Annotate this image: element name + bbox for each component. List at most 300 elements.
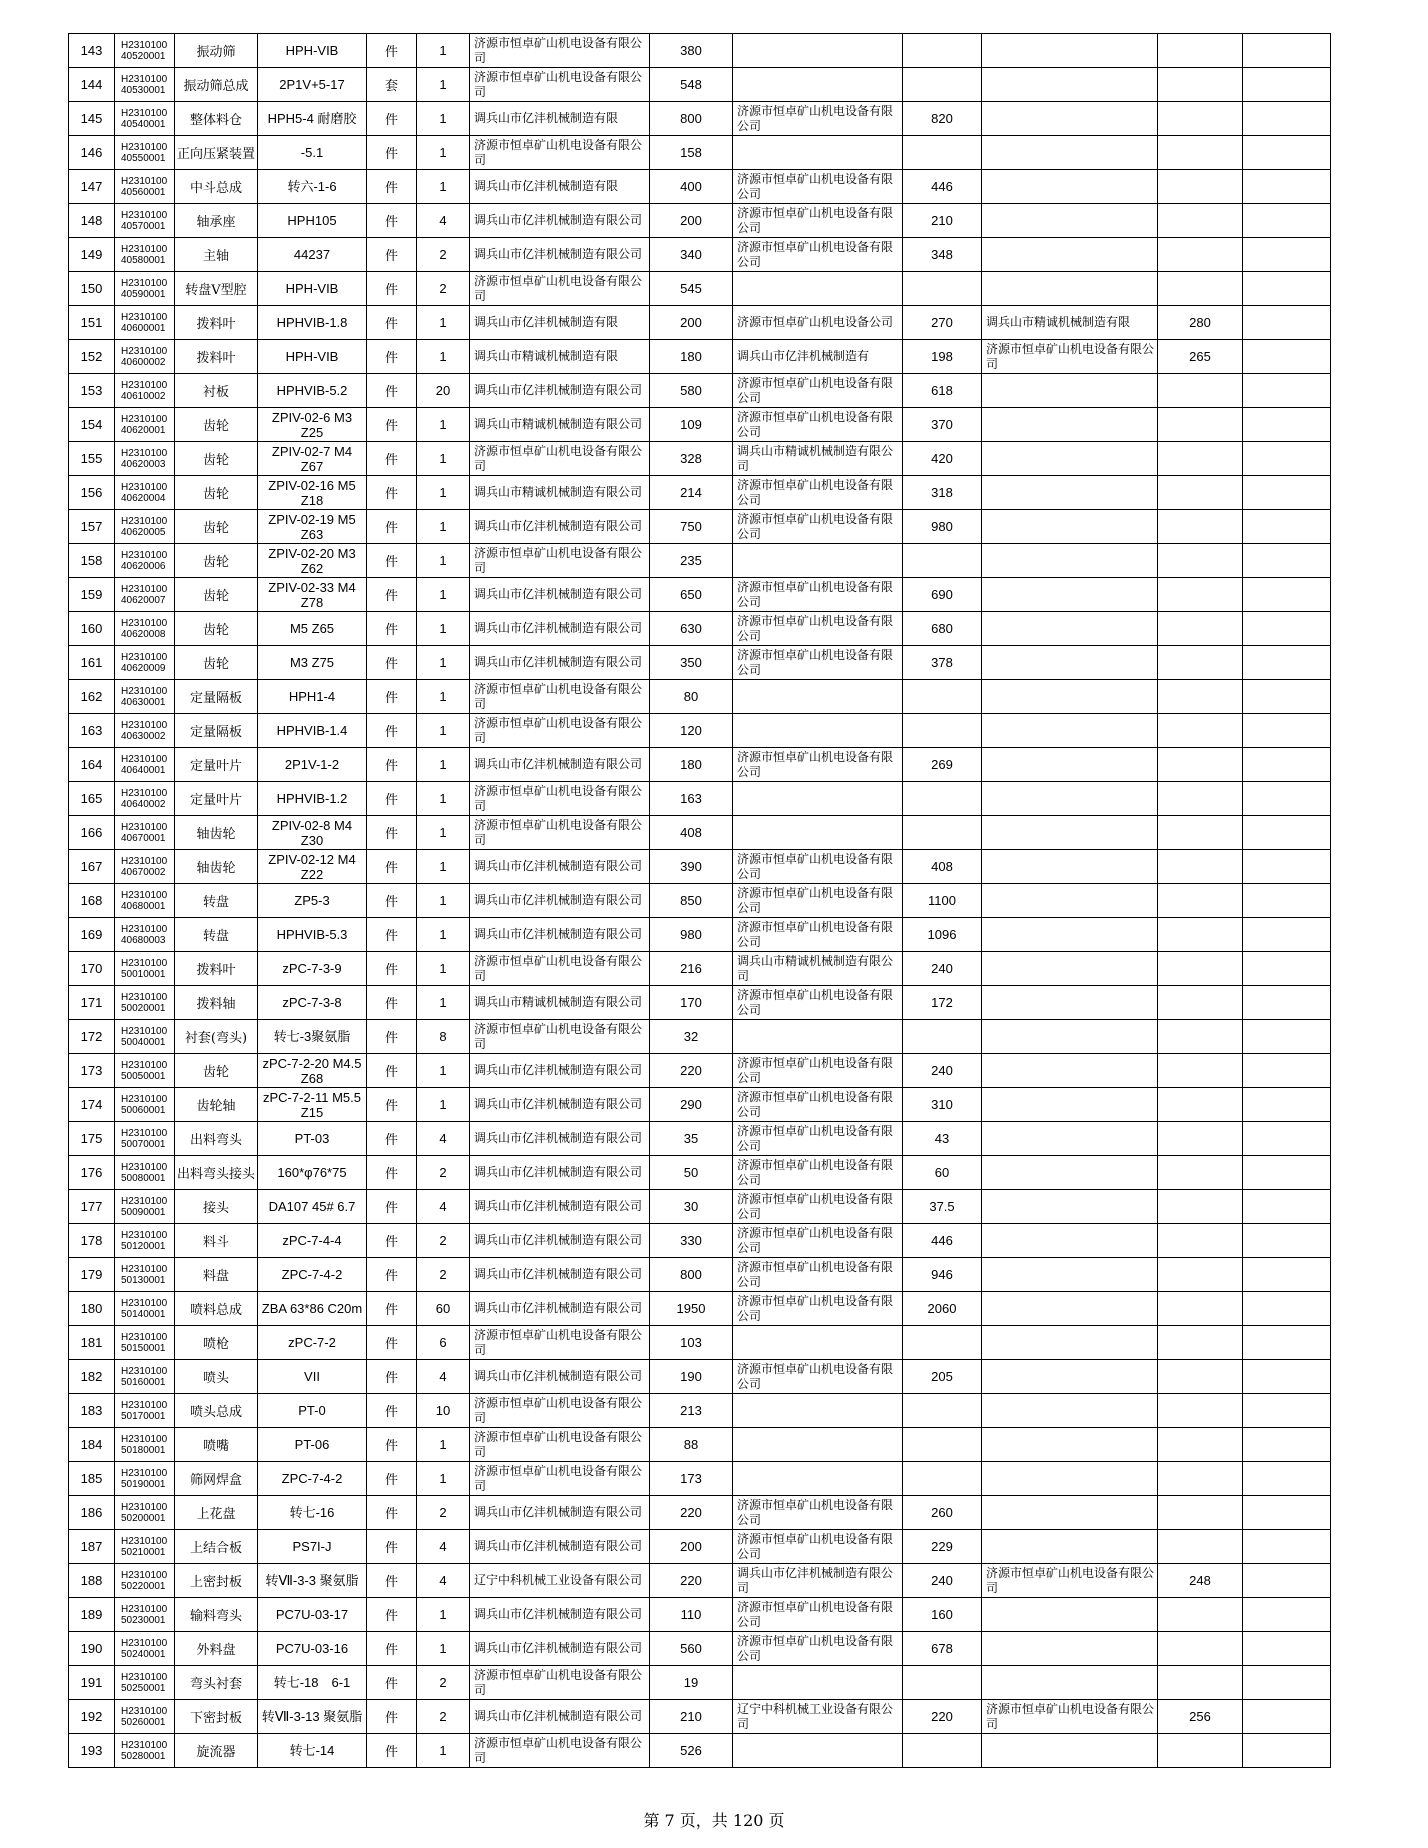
supplier-2: 济源市恒卓矿山机电设备有限公司 — [733, 408, 903, 442]
unit: 件 — [367, 102, 417, 136]
material-code-line: H2310100 — [121, 515, 168, 527]
unit: 件 — [367, 1020, 417, 1054]
supplier-1: 调兵山市亿沣机械制造有限公司 — [470, 510, 650, 544]
price-2: 408 — [903, 850, 982, 884]
price-3 — [1158, 646, 1243, 680]
supplier-2: 济源市恒卓矿山机电设备有限公司 — [733, 1122, 903, 1156]
supplier-1: 调兵山市亿沣机械制造有限公司 — [470, 1122, 650, 1156]
quantity: 1 — [417, 442, 470, 476]
quantity: 2 — [417, 1496, 470, 1530]
supplier-3 — [982, 1360, 1158, 1394]
table-row — [69, 544, 1331, 578]
material-code — [115, 1462, 175, 1496]
supplier-1: 调兵山市亿沣机械制造有限公司 — [470, 204, 650, 238]
price-1: 110 — [650, 1598, 733, 1632]
row-number: 190 — [69, 1632, 115, 1666]
blank-cell — [1243, 1156, 1331, 1190]
price-2 — [903, 782, 982, 816]
supplier-2: 济源市恒卓矿山机电设备有限公司 — [733, 1190, 903, 1224]
blank-cell — [1243, 1224, 1331, 1258]
price-1: 630 — [650, 612, 733, 646]
blank-cell — [1243, 1632, 1331, 1666]
material-code-line: 50200001 — [121, 1512, 166, 1524]
supplier-3 — [982, 136, 1158, 170]
material-code-line: 50150001 — [121, 1342, 166, 1354]
quantity: 1 — [417, 612, 470, 646]
material-code-line: H2310100 — [121, 923, 168, 935]
price-2: 420 — [903, 442, 982, 476]
part-spec: HPHVIB-1.2 — [258, 782, 367, 816]
row-number: 182 — [69, 1360, 115, 1394]
material-code-line: 50280001 — [121, 1750, 166, 1762]
part-spec: 转七-3聚氨脂 — [258, 1020, 367, 1054]
price-2: 310 — [903, 1088, 982, 1122]
supplier-1: 济源市恒卓矿山机电设备有限公司 — [470, 680, 650, 714]
unit: 件 — [367, 612, 417, 646]
part-spec: PC7U-03-17 — [258, 1598, 367, 1632]
material-code-line: H2310100 — [121, 107, 168, 119]
material-code-line: H2310100 — [121, 549, 168, 561]
part-spec: ZBA 63*86 C20m — [258, 1292, 367, 1326]
row-number: 152 — [69, 340, 115, 374]
unit: 件 — [367, 306, 417, 340]
price-2: 240 — [903, 952, 982, 986]
supplier-2 — [733, 136, 903, 170]
row-number: 192 — [69, 1700, 115, 1734]
supplier-2: 济源市恒卓矿山机电设备有限公司 — [733, 612, 903, 646]
part-spec: HPH-VIB — [258, 34, 367, 68]
row-number: 172 — [69, 1020, 115, 1054]
price-1: 32 — [650, 1020, 733, 1054]
material-code-line: 40530001 — [121, 84, 166, 96]
unit: 件 — [367, 510, 417, 544]
supplier-2 — [733, 544, 903, 578]
supplier-3 — [982, 748, 1158, 782]
supplier-3 — [982, 510, 1158, 544]
price-3 — [1158, 544, 1243, 578]
material-code — [115, 748, 175, 782]
supplier-1: 济源市恒卓矿山机电设备有限公司 — [470, 544, 650, 578]
material-code — [115, 1292, 175, 1326]
price-3 — [1158, 884, 1243, 918]
supplier-1: 调兵山市亿沣机械制造有限公司 — [470, 1360, 650, 1394]
quantity: 4 — [417, 1190, 470, 1224]
material-code-line: H2310100 — [121, 719, 168, 731]
unit: 件 — [367, 272, 417, 306]
material-code — [115, 952, 175, 986]
price-3 — [1158, 442, 1243, 476]
table-row — [69, 850, 1331, 884]
supplier-2 — [733, 272, 903, 306]
supplier-1: 调兵山市亿沣机械制造有限公司 — [470, 748, 650, 782]
supplier-3 — [982, 578, 1158, 612]
material-code-line: H2310100 — [121, 991, 168, 1003]
material-code-line: H2310100 — [121, 855, 168, 867]
supplier-3 — [982, 646, 1158, 680]
material-code-line: H2310100 — [121, 311, 168, 323]
price-3 — [1158, 102, 1243, 136]
material-code-line: H2310100 — [121, 1705, 168, 1717]
table-row — [69, 102, 1331, 136]
supplier-2: 济源市恒卓矿山机电设备有限公司 — [733, 918, 903, 952]
supplier-1: 调兵山市亿沣机械制造有限公司 — [470, 1292, 650, 1326]
supplier-1: 辽宁中科机械工业设备有限公司 — [470, 1564, 650, 1598]
material-code-line: 40520001 — [121, 50, 166, 62]
blank-cell — [1243, 1700, 1331, 1734]
unit: 件 — [367, 646, 417, 680]
material-code-line: 50170001 — [121, 1410, 166, 1422]
material-code-line: H2310100 — [121, 141, 168, 153]
supplier-3 — [982, 374, 1158, 408]
supplier-1: 济源市恒卓矿山机电设备有限公司 — [470, 1020, 650, 1054]
unit: 件 — [367, 680, 417, 714]
price-2: 240 — [903, 1054, 982, 1088]
quantity: 4 — [417, 204, 470, 238]
material-code — [115, 34, 175, 68]
supplier-2: 济源市恒卓矿山机电设备有限公司 — [733, 646, 903, 680]
material-code-line: 50010001 — [121, 968, 166, 980]
part-name: 旋流器 — [175, 1734, 258, 1768]
supplier-2: 济源市恒卓矿山机电设备有限公司 — [733, 374, 903, 408]
supplier-3 — [982, 1496, 1158, 1530]
material-code — [115, 306, 175, 340]
part-spec: HPHVIB-5.2 — [258, 374, 367, 408]
price-2: 446 — [903, 170, 982, 204]
supplier-2: 济源市恒卓矿山机电设备有限公司 — [733, 1598, 903, 1632]
supplier-3 — [982, 272, 1158, 306]
material-code-line: 40550001 — [121, 152, 166, 164]
blank-cell — [1243, 68, 1331, 102]
row-number: 159 — [69, 578, 115, 612]
supplier-2 — [733, 68, 903, 102]
table-row — [69, 1734, 1331, 1768]
part-name: 齿轮 — [175, 544, 258, 578]
material-code — [115, 204, 175, 238]
blank-cell — [1243, 238, 1331, 272]
price-1: 213 — [650, 1394, 733, 1428]
material-code-line: H2310100 — [121, 73, 168, 85]
supplier-1: 调兵山市精诚机械制造有限公司 — [470, 408, 650, 442]
part-name: 轴齿轮 — [175, 816, 258, 850]
price-2: 348 — [903, 238, 982, 272]
part-name: 整体料仓 — [175, 102, 258, 136]
row-number: 173 — [69, 1054, 115, 1088]
material-code-line: H2310100 — [121, 1739, 168, 1751]
part-spec: PT-0 — [258, 1394, 367, 1428]
price-3 — [1158, 1292, 1243, 1326]
price-2: 240 — [903, 1564, 982, 1598]
supplier-3 — [982, 986, 1158, 1020]
table-row — [69, 918, 1331, 952]
price-3: 265 — [1158, 340, 1243, 374]
material-code-line: 50070001 — [121, 1138, 166, 1150]
blank-cell — [1243, 646, 1331, 680]
unit: 件 — [367, 782, 417, 816]
part-name: 上结合板 — [175, 1530, 258, 1564]
supplier-2: 调兵山市精诚机械制造有限公司 — [733, 952, 903, 986]
price-3 — [1158, 578, 1243, 612]
supplier-1: 济源市恒卓矿山机电设备有限公司 — [470, 442, 650, 476]
part-name: 定量叶片 — [175, 782, 258, 816]
supplier-2: 济源市恒卓矿山机电设备公司 — [733, 306, 903, 340]
supplier-2: 济源市恒卓矿山机电设备有限公司 — [733, 884, 903, 918]
part-spec: zPC-7-2-11 M5.5 Z15 — [258, 1088, 367, 1122]
table-row — [69, 816, 1331, 850]
row-number: 191 — [69, 1666, 115, 1700]
table-row — [69, 204, 1331, 238]
price-2: 172 — [903, 986, 982, 1020]
table-row — [69, 1564, 1331, 1598]
table-row — [69, 646, 1331, 680]
material-code-line: 50240001 — [121, 1648, 166, 1660]
part-name: 弯头衬套 — [175, 1666, 258, 1700]
material-code — [115, 850, 175, 884]
price-2: 260 — [903, 1496, 982, 1530]
price-3 — [1158, 918, 1243, 952]
price-1: 1950 — [650, 1292, 733, 1326]
price-3 — [1158, 1122, 1243, 1156]
supplier-3 — [982, 1326, 1158, 1360]
supplier-2: 济源市恒卓矿山机电设备有限公司 — [733, 986, 903, 1020]
material-code-line: H2310100 — [121, 1059, 168, 1071]
supplier-1: 调兵山市亿沣机械制造有限公司 — [470, 646, 650, 680]
table-row — [69, 238, 1331, 272]
price-2: 270 — [903, 306, 982, 340]
price-2: 160 — [903, 1598, 982, 1632]
price-2: 1100 — [903, 884, 982, 918]
blank-cell — [1243, 578, 1331, 612]
row-number: 164 — [69, 748, 115, 782]
material-code — [115, 1632, 175, 1666]
part-spec: HPHVIB-5.3 — [258, 918, 367, 952]
quantity: 4 — [417, 1360, 470, 1394]
quantity: 1 — [417, 1088, 470, 1122]
quantity: 1 — [417, 986, 470, 1020]
price-2: 318 — [903, 476, 982, 510]
part-spec: DA107 45# 6.7 — [258, 1190, 367, 1224]
blank-cell — [1243, 850, 1331, 884]
supplier-3 — [982, 1292, 1158, 1326]
table-row — [69, 884, 1331, 918]
quantity: 2 — [417, 272, 470, 306]
price-1: 220 — [650, 1496, 733, 1530]
table-row — [69, 1360, 1331, 1394]
blank-cell — [1243, 340, 1331, 374]
supplier-3 — [982, 442, 1158, 476]
part-name: 接头 — [175, 1190, 258, 1224]
row-number: 149 — [69, 238, 115, 272]
row-number: 151 — [69, 306, 115, 340]
material-code-line: 40620003 — [121, 458, 166, 470]
material-code-line: H2310100 — [121, 175, 168, 187]
material-code-line: 50090001 — [121, 1206, 166, 1218]
material-code-line: 40640001 — [121, 764, 166, 776]
price-1: 120 — [650, 714, 733, 748]
part-spec: 转七-18 6-1 — [258, 1666, 367, 1700]
material-code — [115, 986, 175, 1020]
supplier-2: 济源市恒卓矿山机电设备有限公司 — [733, 204, 903, 238]
material-code-line: H2310100 — [121, 243, 168, 255]
material-code — [115, 136, 175, 170]
supplier-2 — [733, 680, 903, 714]
price-1: 19 — [650, 1666, 733, 1700]
price-1: 220 — [650, 1054, 733, 1088]
supplier-1: 济源市恒卓矿山机电设备有限公司 — [470, 68, 650, 102]
price-3 — [1158, 1020, 1243, 1054]
supplier-2: 济源市恒卓矿山机电设备有限公司 — [733, 238, 903, 272]
unit: 件 — [367, 850, 417, 884]
supplier-1: 调兵山市亿沣机械制造有限公司 — [470, 918, 650, 952]
quantity: 1 — [417, 816, 470, 850]
material-code-line: 40570001 — [121, 220, 166, 232]
table-row — [69, 1224, 1331, 1258]
material-code — [115, 1020, 175, 1054]
table-row — [69, 1156, 1331, 1190]
unit: 件 — [367, 204, 417, 238]
supplier-1: 济源市恒卓矿山机电设备有限公司 — [470, 952, 650, 986]
part-spec: 转Ⅶ-3-13 聚氨脂 — [258, 1700, 367, 1734]
material-code-line: 50250001 — [121, 1682, 166, 1694]
supplier-3: 调兵山市精诚机械制造有限 — [982, 306, 1158, 340]
supplier-3 — [982, 1088, 1158, 1122]
row-number: 160 — [69, 612, 115, 646]
material-code-line: 40600001 — [121, 322, 166, 334]
material-code-line: H2310100 — [121, 1535, 168, 1547]
unit: 套 — [367, 68, 417, 102]
supplier-3 — [982, 476, 1158, 510]
quantity: 2 — [417, 1224, 470, 1258]
supplier-3 — [982, 1394, 1158, 1428]
price-3 — [1158, 714, 1243, 748]
part-name: 转盘 — [175, 918, 258, 952]
price-3 — [1158, 1632, 1243, 1666]
price-1: 173 — [650, 1462, 733, 1496]
material-code-line: H2310100 — [121, 481, 168, 493]
unit: 件 — [367, 1700, 417, 1734]
row-number: 169 — [69, 918, 115, 952]
price-1: 88 — [650, 1428, 733, 1462]
table-row — [69, 748, 1331, 782]
material-code-line: 40540001 — [121, 118, 166, 130]
price-3 — [1158, 1530, 1243, 1564]
quantity: 1 — [417, 510, 470, 544]
supplier-2 — [733, 1394, 903, 1428]
unit: 件 — [367, 1632, 417, 1666]
price-1: 210 — [650, 1700, 733, 1734]
material-code-line: 40590001 — [121, 288, 166, 300]
material-code — [115, 1666, 175, 1700]
blank-cell — [1243, 1258, 1331, 1292]
material-code-line: 50230001 — [121, 1614, 166, 1626]
price-1: 158 — [650, 136, 733, 170]
price-2: 37.5 — [903, 1190, 982, 1224]
supplier-3 — [982, 1122, 1158, 1156]
price-2 — [903, 1734, 982, 1768]
price-2: 980 — [903, 510, 982, 544]
table-row — [69, 986, 1331, 1020]
material-code-line: 40620001 — [121, 424, 166, 436]
material-code — [115, 1564, 175, 1598]
unit: 件 — [367, 1496, 417, 1530]
supplier-1: 调兵山市亿沣机械制造有限公司 — [470, 612, 650, 646]
price-1: 548 — [650, 68, 733, 102]
unit: 件 — [367, 238, 417, 272]
part-name: 出料弯头 — [175, 1122, 258, 1156]
quantity: 1 — [417, 1428, 470, 1462]
unit: 件 — [367, 544, 417, 578]
parts-price-table — [68, 33, 1331, 1768]
supplier-3 — [982, 782, 1158, 816]
table-row — [69, 1632, 1331, 1666]
row-number: 185 — [69, 1462, 115, 1496]
part-name: 齿轮 — [175, 1054, 258, 1088]
supplier-2: 济源市恒卓矿山机电设备有限公司 — [733, 1258, 903, 1292]
table-row — [69, 442, 1331, 476]
supplier-2 — [733, 1734, 903, 1768]
price-3 — [1158, 1496, 1243, 1530]
material-code-line: H2310100 — [121, 889, 168, 901]
unit: 件 — [367, 986, 417, 1020]
blank-cell — [1243, 1326, 1331, 1360]
unit: 件 — [367, 34, 417, 68]
price-1: 800 — [650, 102, 733, 136]
part-name: 上密封板 — [175, 1564, 258, 1598]
price-2: 820 — [903, 102, 982, 136]
unit: 件 — [367, 1734, 417, 1768]
blank-cell — [1243, 1394, 1331, 1428]
part-spec: M5 Z65 — [258, 612, 367, 646]
price-2 — [903, 816, 982, 850]
part-spec: HPHVIB-1.4 — [258, 714, 367, 748]
supplier-2: 济源市恒卓矿山机电设备有限公司 — [733, 578, 903, 612]
unit: 件 — [367, 374, 417, 408]
part-name: 齿轮轴 — [175, 1088, 258, 1122]
material-code-line: 50020001 — [121, 1002, 166, 1014]
supplier-1: 济源市恒卓矿山机电设备有限公司 — [470, 34, 650, 68]
material-code — [115, 238, 175, 272]
price-3 — [1158, 1462, 1243, 1496]
supplier-1: 济源市恒卓矿山机电设备有限公司 — [470, 816, 650, 850]
supplier-3 — [982, 714, 1158, 748]
price-2: 210 — [903, 204, 982, 238]
row-number: 148 — [69, 204, 115, 238]
material-code-line: 50120001 — [121, 1240, 166, 1252]
row-number: 187 — [69, 1530, 115, 1564]
table-row — [69, 374, 1331, 408]
material-code-line: H2310100 — [121, 413, 168, 425]
price-3 — [1158, 204, 1243, 238]
part-spec: HPH5-4 耐磨胶 — [258, 102, 367, 136]
unit: 件 — [367, 884, 417, 918]
supplier-1: 调兵山市精诚机械制造有限公司 — [470, 476, 650, 510]
price-3 — [1158, 1190, 1243, 1224]
table-row — [69, 1700, 1331, 1734]
price-2 — [903, 544, 982, 578]
material-code-line: H2310100 — [121, 277, 168, 289]
unit: 件 — [367, 1428, 417, 1462]
row-number: 171 — [69, 986, 115, 1020]
part-spec: zPC-7-3-9 — [258, 952, 367, 986]
part-spec: VII — [258, 1360, 367, 1394]
material-code-line: H2310100 — [121, 821, 168, 833]
part-spec: 转七-14 — [258, 1734, 367, 1768]
supplier-1: 调兵山市亿沣机械制造有限公司 — [470, 850, 650, 884]
part-name: 喷枪 — [175, 1326, 258, 1360]
supplier-3 — [982, 1632, 1158, 1666]
part-name: 齿轮 — [175, 578, 258, 612]
quantity: 8 — [417, 1020, 470, 1054]
supplier-1: 调兵山市亿沣机械制造有限 — [470, 306, 650, 340]
